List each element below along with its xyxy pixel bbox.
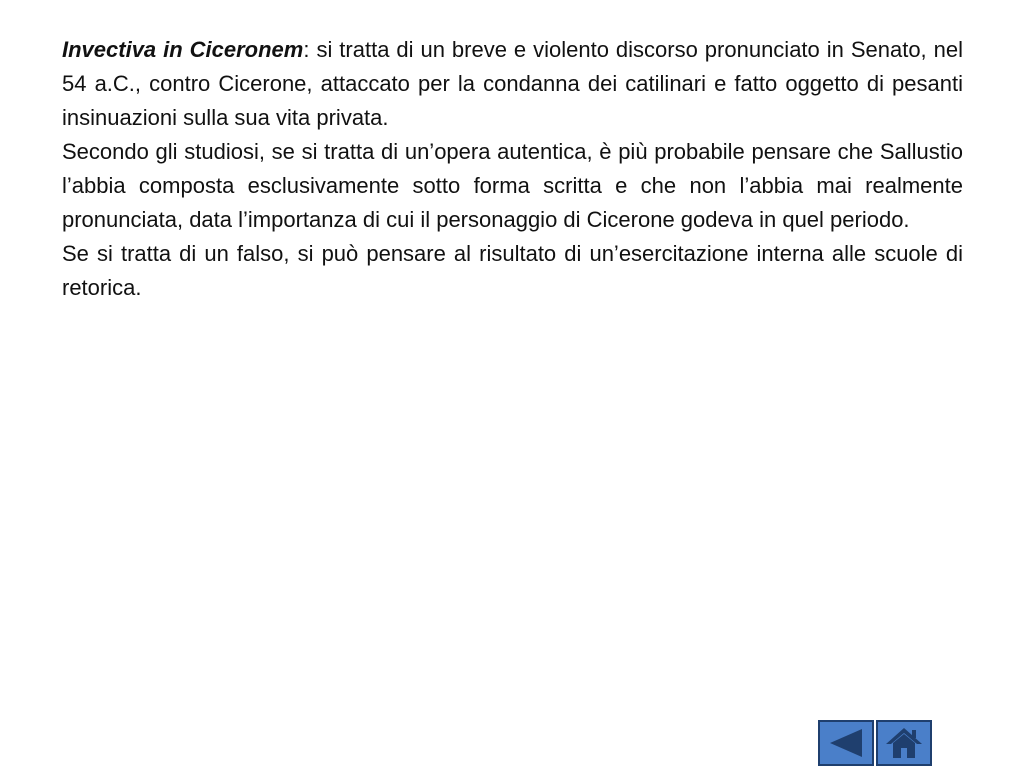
home-icon — [884, 725, 924, 761]
paragraph-invectiva — [62, 33, 963, 135]
triangle-left-icon — [826, 726, 866, 760]
paragraph-text: : si tratta di un breve e violento discorso pronunciato in Senato, nel 54 a.C., contro Cicerone, attaccato per la condanna dei catilinari e fatto oggetto di pesanti insinuazioni sulla sua vita privata. — [62, 37, 963, 130]
slide-navigation — [818, 720, 932, 766]
home-button[interactable] — [876, 720, 932, 766]
slide-body — [62, 33, 963, 305]
work-title: Invectiva in Ciceronem — [62, 37, 304, 62]
paragraph-forgery: Se si tratta di un falso, si può pensare al risultato di un’esercitazione interna alle scuole di retorica. — [62, 241, 963, 300]
back-button[interactable] — [818, 720, 874, 766]
paragraph-authenticity: Secondo gli studiosi, se si tratta di un’opera autentica, è più probabile pensare che Sallustio l’abbia composta esclusivamente sotto forma scritta e che non l’abbia mai realmente pronunciata, data l’importanza di cui il personaggio di Cicerone godeva in quel periodo. — [62, 139, 963, 232]
